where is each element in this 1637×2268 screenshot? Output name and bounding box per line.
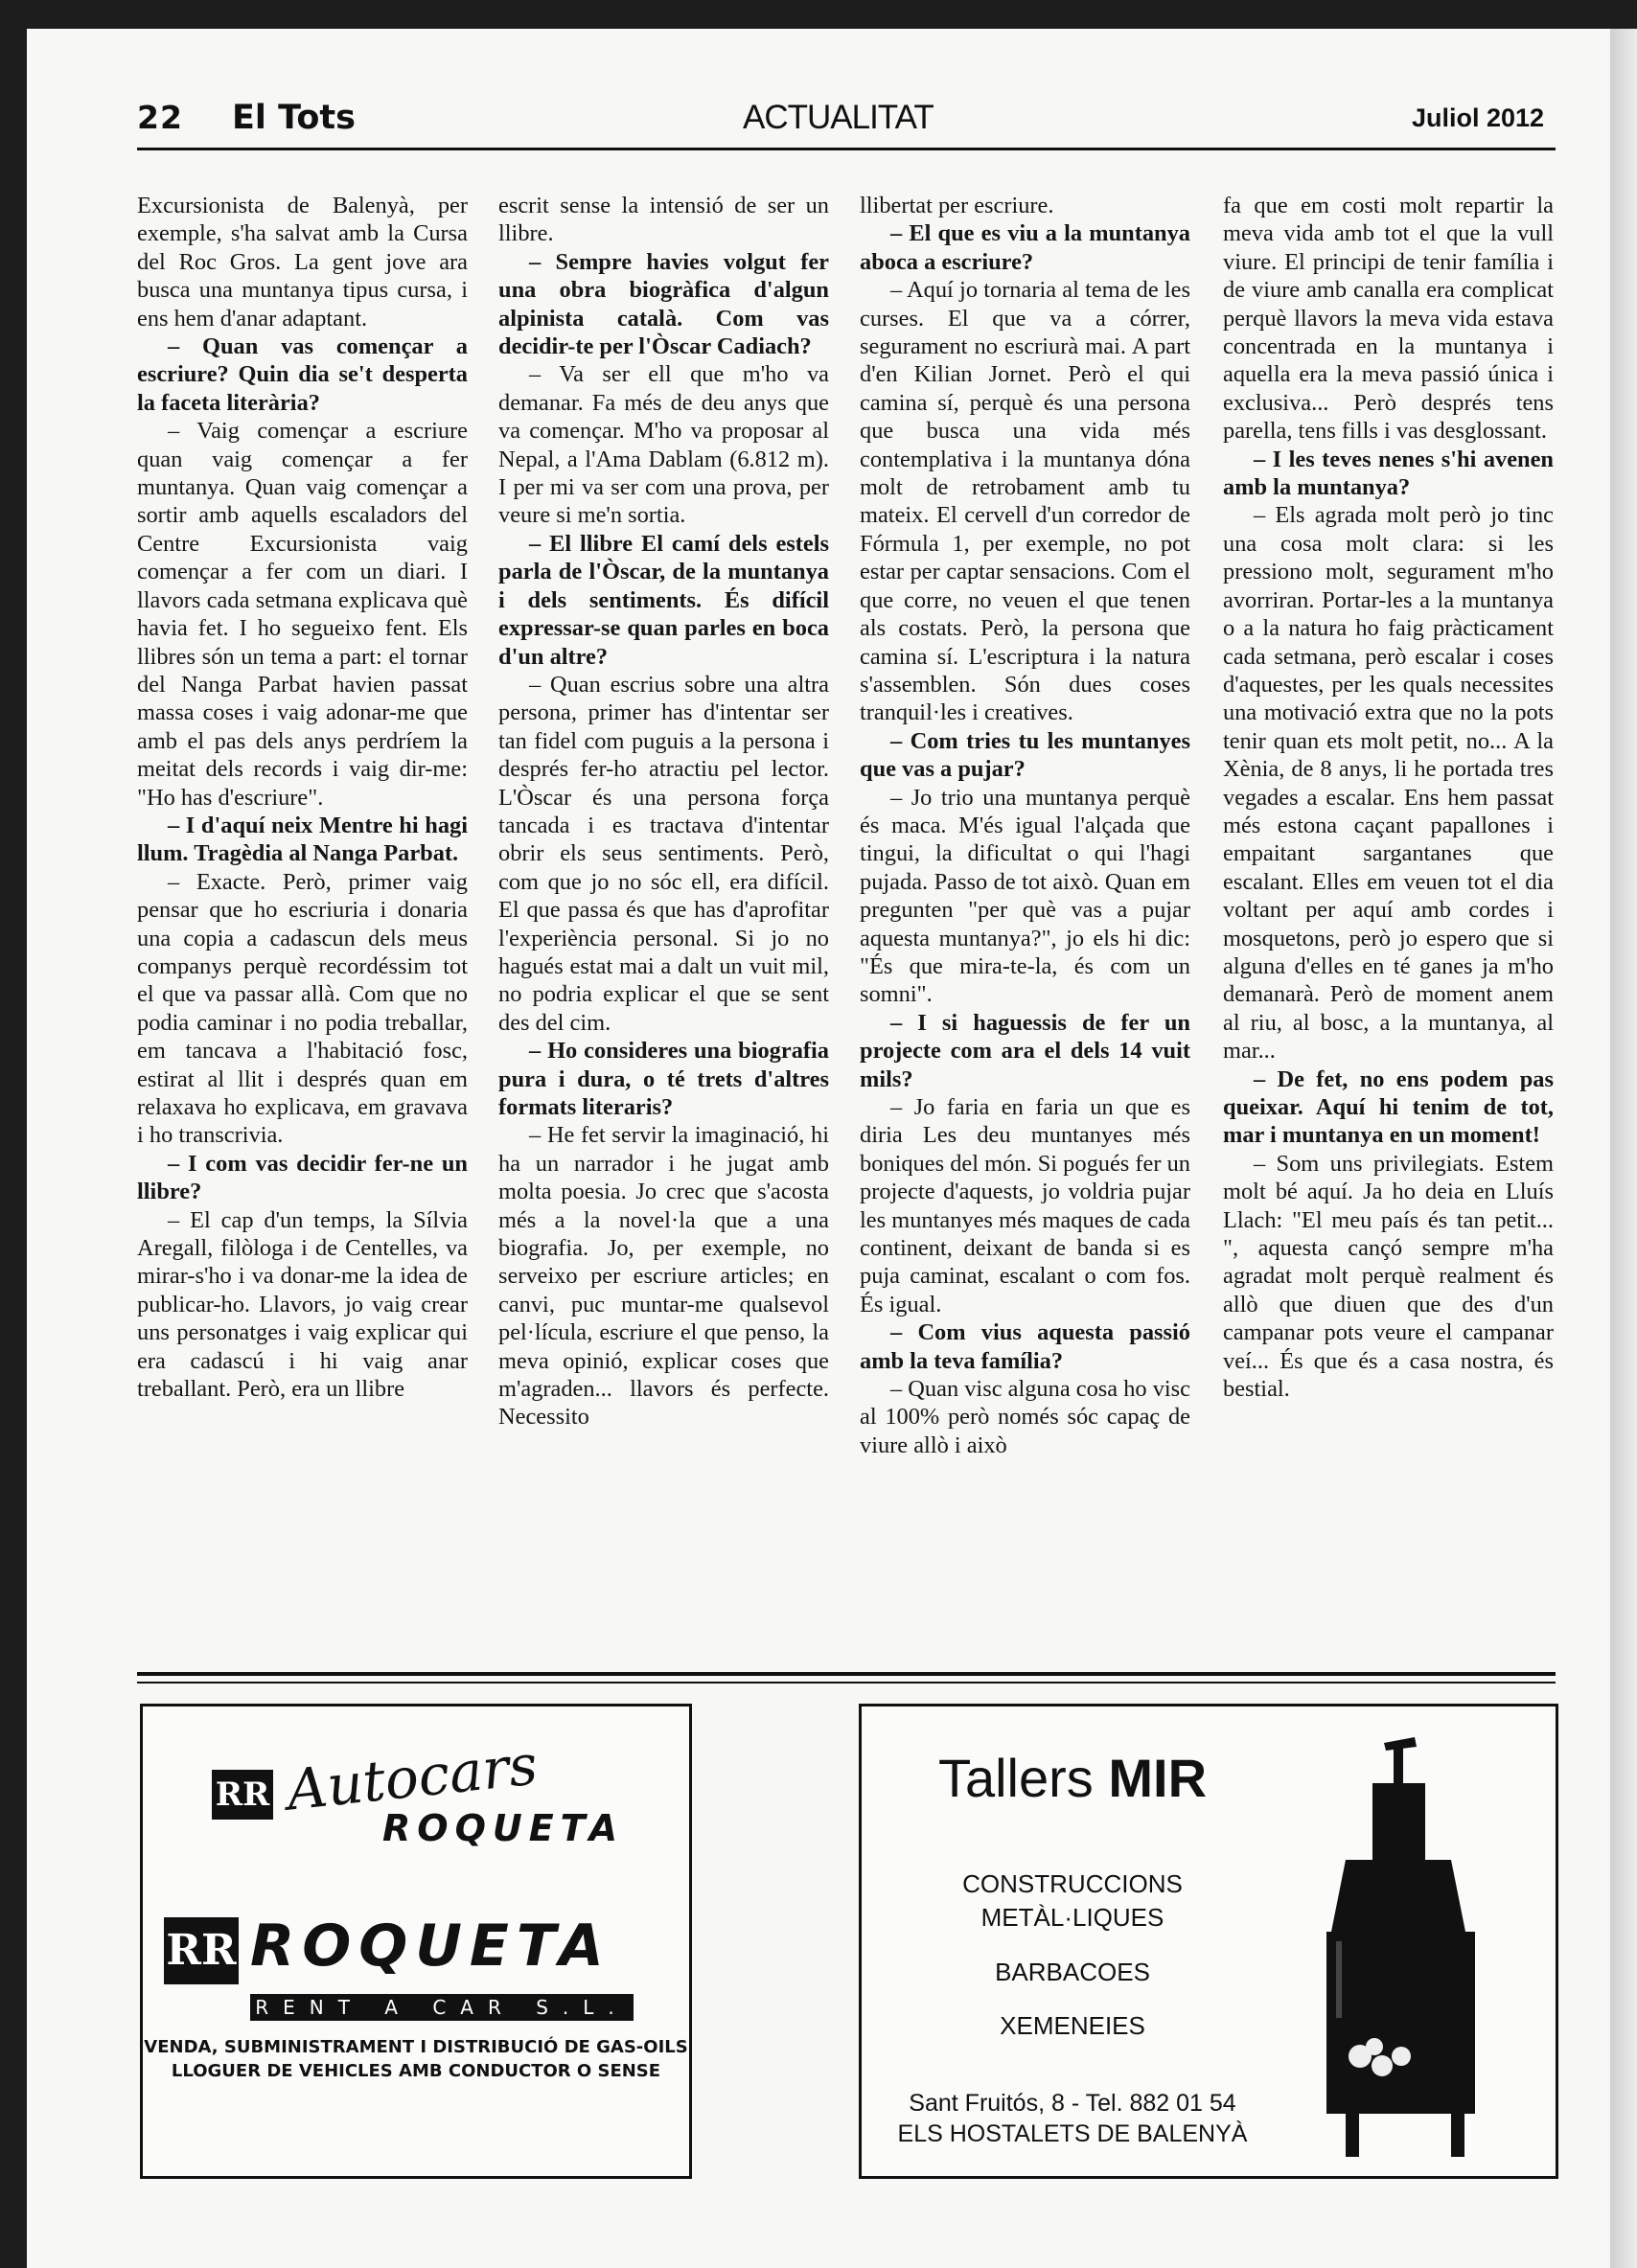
ad-roqueta	[140, 1704, 692, 2179]
article-paragraph: – He fet servir la imaginació, hi ha un narrador i he jugat amb molta poesia. Jo crec que s'acosta més a la novel·la que a una biografia. Jo, per exemple, no serveixo per escriure articles; en canvi, puc muntar-me qualsevol pel·lícula, escriure el que penso, la meva opinió, explicar coses que m'agraden... llavors és perfecte. Necessito	[498, 1122, 829, 1431]
mir-line-1: CONSTRUCCIONS	[962, 1869, 1183, 1898]
page-number: 22	[137, 99, 183, 136]
mir-address: Sant Fruitós, 8 - Tel. 882 01 54	[909, 2090, 1236, 2117]
footer-rule-top	[137, 1672, 1556, 1676]
article-paragraph: – Jo faria en faria un que es diria Les deu muntanyes més boniques del món. Si pogués fer un projecte d'aquests, jo voldria pujar les muntanyes més maques de cada continent, deixant de banda si es puja caminat, escalant o com fos. És igual.	[860, 1094, 1190, 1317]
mir-title	[862, 1747, 1283, 1809]
article-paragraph: – Jo trio una muntanya perquè és maca. M'és igual l'alçada que tingui, la dificultat o qui l'hagi pujada. Passo de tot això. Quan em pregunten "per què vas a pujar aquesta muntanya?", jo els hi dic: "És que mira-te-la, és com un somni".	[860, 784, 1190, 1008]
footer-rule-bottom	[137, 1682, 1556, 1684]
header-rule	[137, 148, 1556, 150]
article-paragraph: – Quan visc alguna cosa ho visc al 100% però només sóc capaç de viure allò i això	[860, 1376, 1190, 1458]
article-paragraph: escrit sense la intensió de ser un llibre.	[498, 193, 829, 247]
barbecue-illustration	[1307, 1726, 1537, 2166]
article-paragraph: – Quan escrius sobre una altra persona, primer has d'intentar ser tan fidel com puguis a la persona i després fer-ho atractiu pel lector. L'Òscar és una persona força tancada i es tractava d'intentar obrir els seus sentiments. Però, com que jo no sóc ell, era difícil. El que passa és que has d'aprofitar l'experiència personal. Si jo no hagués estat mai a dalt un vuit mil, no podria explicar el que se sent des del cim.	[498, 671, 829, 1036]
interview-question: – Com tries tu les muntanyes que vas a pujar?	[860, 727, 1190, 783]
interview-question: – Ho consideres una biografia pura i dura, o té trets d'altres formats literaris?	[498, 1038, 829, 1120]
roqueta-script-logo: Autocars	[284, 1731, 541, 1823]
mir-line-3: BARBACOES	[995, 1958, 1150, 1986]
roqueta-line-1: VENDA, SUBMINISTRAMENT I DISTRIBUCIÓ DE GAS-OILS	[144, 2037, 688, 2057]
ad-tallers-mir	[859, 1704, 1558, 2179]
article-paragraph: – Va ser ell que m'ho va demanar. Fa més de deu anys que va començar. M'ho va proposar al Nepal, a l'Ama Dablam (6.812 m). I per mi va ser com una prova, per veure si me'n sortia.	[498, 361, 829, 529]
roqueta-line-2: LLOGUER DE VEHICLES AMB CONDUCTOR O SENSE	[171, 2061, 661, 2081]
roqueta-rent-a-car-bar: RENT A CAR S.L.	[250, 1994, 634, 2021]
mir-title-a: Tallers	[937, 1748, 1109, 1808]
article-column-4	[1223, 192, 1554, 1648]
article-paragraph: llibertat per escriure.	[860, 193, 1054, 218]
issue-date: Juliol 2012	[1412, 103, 1545, 132]
interview-question: – Sempre havies volgut fer una obra biogràfica d'algun alpinista català. Com vas decidir-te per l'Òscar Cadiach?	[498, 248, 829, 360]
page-edge	[1610, 29, 1637, 2268]
roqueta-word-top: ROQUETA	[382, 1807, 625, 1849]
interview-question: – El llibre El camí dels estels parla de l'Òscar, de la muntanya i dels sentiments. És difícil expressar-se quan parles en boca d'un altre?	[498, 530, 829, 670]
article-paragraph: – Exacte. Però, primer vaig pensar que ho escriuria i donaria una copia a cadascun dels meus companys perquè recordéssim tot el que va passar allà. Com que no podia caminar i no podia treballar, em tancava a l'habitació fosc, estirat al llit i després quan em relaxava ho explicava, em gravava i ho transcrivia.	[137, 868, 468, 1149]
interview-question: – I com vas decidir fer-ne un llibre?	[137, 1150, 468, 1205]
section-title: ACTUALITAT	[743, 99, 934, 136]
interview-question: – I les teves nenes s'hi avenen amb la muntanya?	[1223, 446, 1554, 501]
roqueta-rr-logo-main: RR	[164, 1917, 239, 1984]
interview-question: – Com vius aquesta passió amb la teva família?	[860, 1319, 1190, 1374]
article-paragraph: – Som uns privilegiats. Estem molt bé aquí. Ja ho deia en Lluís Llach: "El meu país és tan petit... ", aquesta cançó sempre m'ha agradat molt perquè realment és allò que diuen que des d'un campanar pots veure el campanar veí... És que és a casa nostra, és bestial.	[1223, 1150, 1554, 1403]
article-column-1	[137, 192, 468, 1648]
mir-title-b: MIR	[1108, 1748, 1208, 1808]
article-paragraph: fa que em costi molt repartir la meva vida amb tot el que la vull viure. El principi de tenir família i de viure amb canalla era complicat perquè llavors la meva vida estava concentrada en la muntanya i aquella era la meva passió única i exclusiva... Però després tens parella, tens fills i vas desglossant.	[1223, 193, 1554, 445]
roqueta-rr-logo-top: RR	[212, 1770, 273, 1820]
mir-line-4: XEMENEIES	[1000, 2011, 1145, 2040]
article-paragraph: – Els agrada molt però jo tinc una cosa molt clara: si les pressiono molt, segurament m'ho avorriran. Portar-les a la muntanya o a la natura ho faig pràcticament cada setmana, però escalar i coses d'aquestes, per les quals necessites una motivació extra que no la pots tenir quan ets molt petit, no... A la Xènia, de 8 anys, li he portada tres vegades a escalar. Ens hem passat més estona caçant papallones i empaitant sargantanes que escalant. Elles em veuen tot el dia voltant per aquí amb cordes i mosquetons, però jo espero que si alguna d'elles en té ganes ja m'ho demanarà. Però de moment anem al riu, al bosc, a la muntanya, al mar...	[1223, 502, 1554, 1065]
article-column-3	[860, 192, 1190, 1648]
interview-question: – Quan vas començar a escriure? Quin dia se't desperta la faceta literària?	[137, 333, 468, 416]
magazine-name: El Tots	[232, 99, 356, 137]
article-column-2	[498, 192, 829, 1648]
article-paragraph: – Aquí jo tornaria al tema de les curses. El que va a córrer, segurament no escriurà mai. A part d'en Kilian Jornet. Però el qui camina sí, perquè és una persona que busca una vida més contemplativa i la muntanya dóna molt de retrobament amb tu mateix. El cervell d'un corredor de Fórmula 1, per exemple, no pot estar per captar sensacions. Com el que corre, no veuen el que tenen als costats. Però, la persona que camina sí. L'escriptura i la natura s'assemblen. Són dues coses tranquil·les i creatives.	[860, 277, 1190, 726]
roqueta-word-main: ROQUETA	[250, 1913, 611, 1980]
mir-line-2: METÀL·LIQUES	[980, 1903, 1164, 1932]
article-paragraph: – Vaig començar a escriure quan vaig començar a fer muntanya. Quan vaig començar a sortir amb aquells escaladors del Centre Excursionista vaig començar a fer com un diari. I llavors cada setmana explicava què havia fet. I ho segueixo fent. Els llibres són un tema a part: el tornar del Nanga Parbat havien passat massa coses i vaig adonar-me que amb el pas dels anys perdríem la meitat dels records i vaig dir-me: "Ho has d'escriure".	[137, 418, 468, 811]
interview-question: – De fet, no ens podem pas queixar. Aquí hi tenim de tot, mar i muntanya en un moment!	[1223, 1065, 1554, 1149]
article-paragraph: – El cap d'un temps, la Sílvia Aregall, filòloga i de Centelles, va mirar-s'ho i va donar-me la idea de publicar-ho. Llavors, jo vaig crear uns personatges i vaig explicar qui era cadascú i hi vaig anar treballant. Però, era un llibre	[137, 1206, 468, 1403]
article-paragraph: Excursionista de Balenyà, per exemple, s'ha salvat amb la Cursa del Roc Gros. La gent jove ara busca una muntanya tipus cursa, i ens hem d'anar adaptant.	[137, 193, 468, 332]
interview-question: – I si haguessis de fer un projecte com ara el dels 14 vuit mils?	[860, 1009, 1190, 1092]
interview-question: – I d'aquí neix Mentre hi hagi llum. Tragèdia al Nanga Parbat.	[137, 812, 468, 867]
interview-question: – El que es viu a la muntanya aboca a escriure?	[860, 220, 1190, 275]
mir-town: ELS HOSTALETS DE BALENYÀ	[897, 2120, 1248, 2147]
